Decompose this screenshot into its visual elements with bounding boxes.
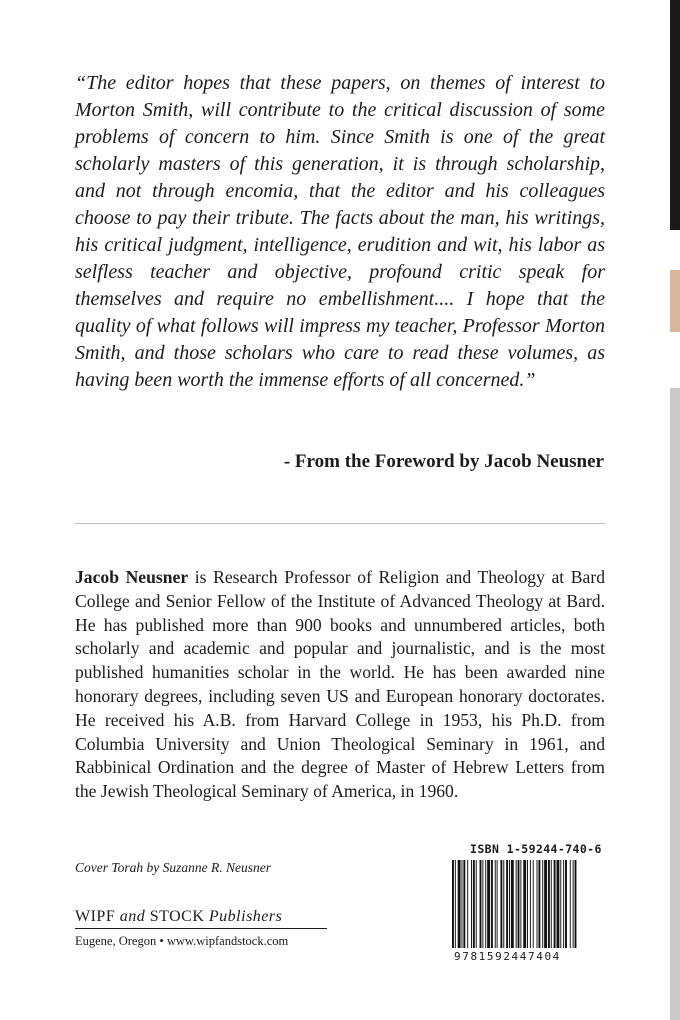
publisher-name-publishers: Publishers: [208, 908, 283, 925]
barcode-bar: [560, 860, 561, 948]
barcode-bar: [455, 860, 456, 948]
author-bio-text: is Research Professor of Religion and Theology at Bard College and Senior Fellow of the Institute of Advanced Theology at Bard. He has published more than 900 books and unnumbered articles, both scholarly and academic and popular and journalistic, and is the most published humanities scholar in the world. He has been awarded nine honorary degrees, including seven US and European honorary doctorates. He received his A.B. from Harvard College in 1953, his Ph.D. from Columbia University and Union Theological Seminary in 1961, and Rabbinical Ordination and the degree of Master of Hebrew Letters from the Jewish Theological Seminary of America, in 1960.: [75, 567, 605, 802]
publisher-name-part2: STOCK: [145, 908, 209, 925]
barcode-bar: [509, 860, 510, 948]
isbn-barcode: [450, 838, 606, 968]
barcode-bar: [500, 860, 502, 948]
barcode-digits: 9781592447404: [454, 950, 561, 963]
barcode-bar: [565, 860, 567, 948]
barcode-bar: [476, 860, 477, 948]
publisher-name-part1: WIPF: [75, 908, 120, 925]
barcode-bar: [551, 860, 552, 948]
cover-credit: Cover Torah by Suzanne R. Neusner: [75, 860, 271, 875]
barcode-bar: [537, 860, 538, 948]
barcode-bar: [511, 860, 514, 948]
barcode-bar: [463, 860, 465, 948]
barcode-bar: [497, 860, 498, 948]
barcode-bar: [544, 860, 547, 948]
barcode-bar: [548, 860, 550, 948]
quote-attribution: - From the Foreword by Jacob Neusner: [283, 451, 604, 472]
barcode-bar: [575, 860, 577, 948]
publisher-location: Eugene, Oregon • www.wipfandstock.com: [75, 934, 289, 948]
barcode-bar: [527, 860, 528, 948]
barcode-bar: [452, 860, 454, 948]
barcode-bar: [462, 860, 463, 948]
barcode-bar: [487, 860, 490, 948]
barcode-bar: [495, 860, 496, 948]
foreword-quote: “The editor hopes that these papers, on themes of interest to Morton Smith, will contribute to the critical discussion of some problems of concern to him. Since Smith is one of the great scholarly masters of this generation, it is through scholarship, and not through encomia, that the editor and his colleagues choose to pay their tribute. The facts about the man, his writings, his critical judgment, intelligence, erudition and wit, his labor as selfless teacher and objective, profound critic speak for themselves and require no embellishment.... I hope that the quality of what follows will impress my teacher, Professor Morton Smith, and those scholars who care to read these volumes, as having been worth the immense efforts of all concerned.”: [75, 72, 605, 391]
barcode-bar: [523, 860, 526, 948]
barcode-bar: [570, 860, 571, 948]
edge-strip-gray: [670, 388, 680, 1020]
barcode-bar: [538, 860, 540, 948]
barcode-bar: [533, 860, 534, 948]
publisher-name: [75, 908, 327, 929]
barcode-bar: [573, 860, 574, 948]
barcode-bar: [557, 860, 560, 948]
publisher-name-and: and: [119, 908, 146, 925]
author-name: Jacob Neusner: [75, 567, 189, 587]
barcode-bar: [554, 860, 556, 948]
barcode-bar: [530, 860, 531, 948]
edge-strip-dark: [670, 0, 680, 230]
barcode-bar: [485, 860, 486, 948]
edge-strip-tan: [670, 270, 680, 332]
barcode-bar: [467, 860, 468, 948]
barcode-bar: [471, 860, 472, 948]
barcode-bar: [482, 860, 483, 948]
barcode-bar: [458, 860, 461, 948]
barcode-bar: [506, 860, 508, 948]
barcode-bar: [503, 860, 504, 948]
barcode-bar: [542, 860, 543, 948]
barcode-bar: [473, 860, 475, 948]
barcode-bar: [518, 860, 520, 948]
barcode-bar: [491, 860, 493, 948]
barcode-bar: [480, 860, 482, 948]
barcode-bar: [516, 860, 517, 948]
barcode-bar: [520, 860, 521, 948]
barcode-bar: [563, 860, 564, 948]
barcode-bars: [450, 860, 606, 952]
isbn-label: ISBN 1-59244-740-6: [470, 842, 602, 856]
author-bio: [75, 566, 605, 804]
section-divider: [75, 523, 605, 524]
